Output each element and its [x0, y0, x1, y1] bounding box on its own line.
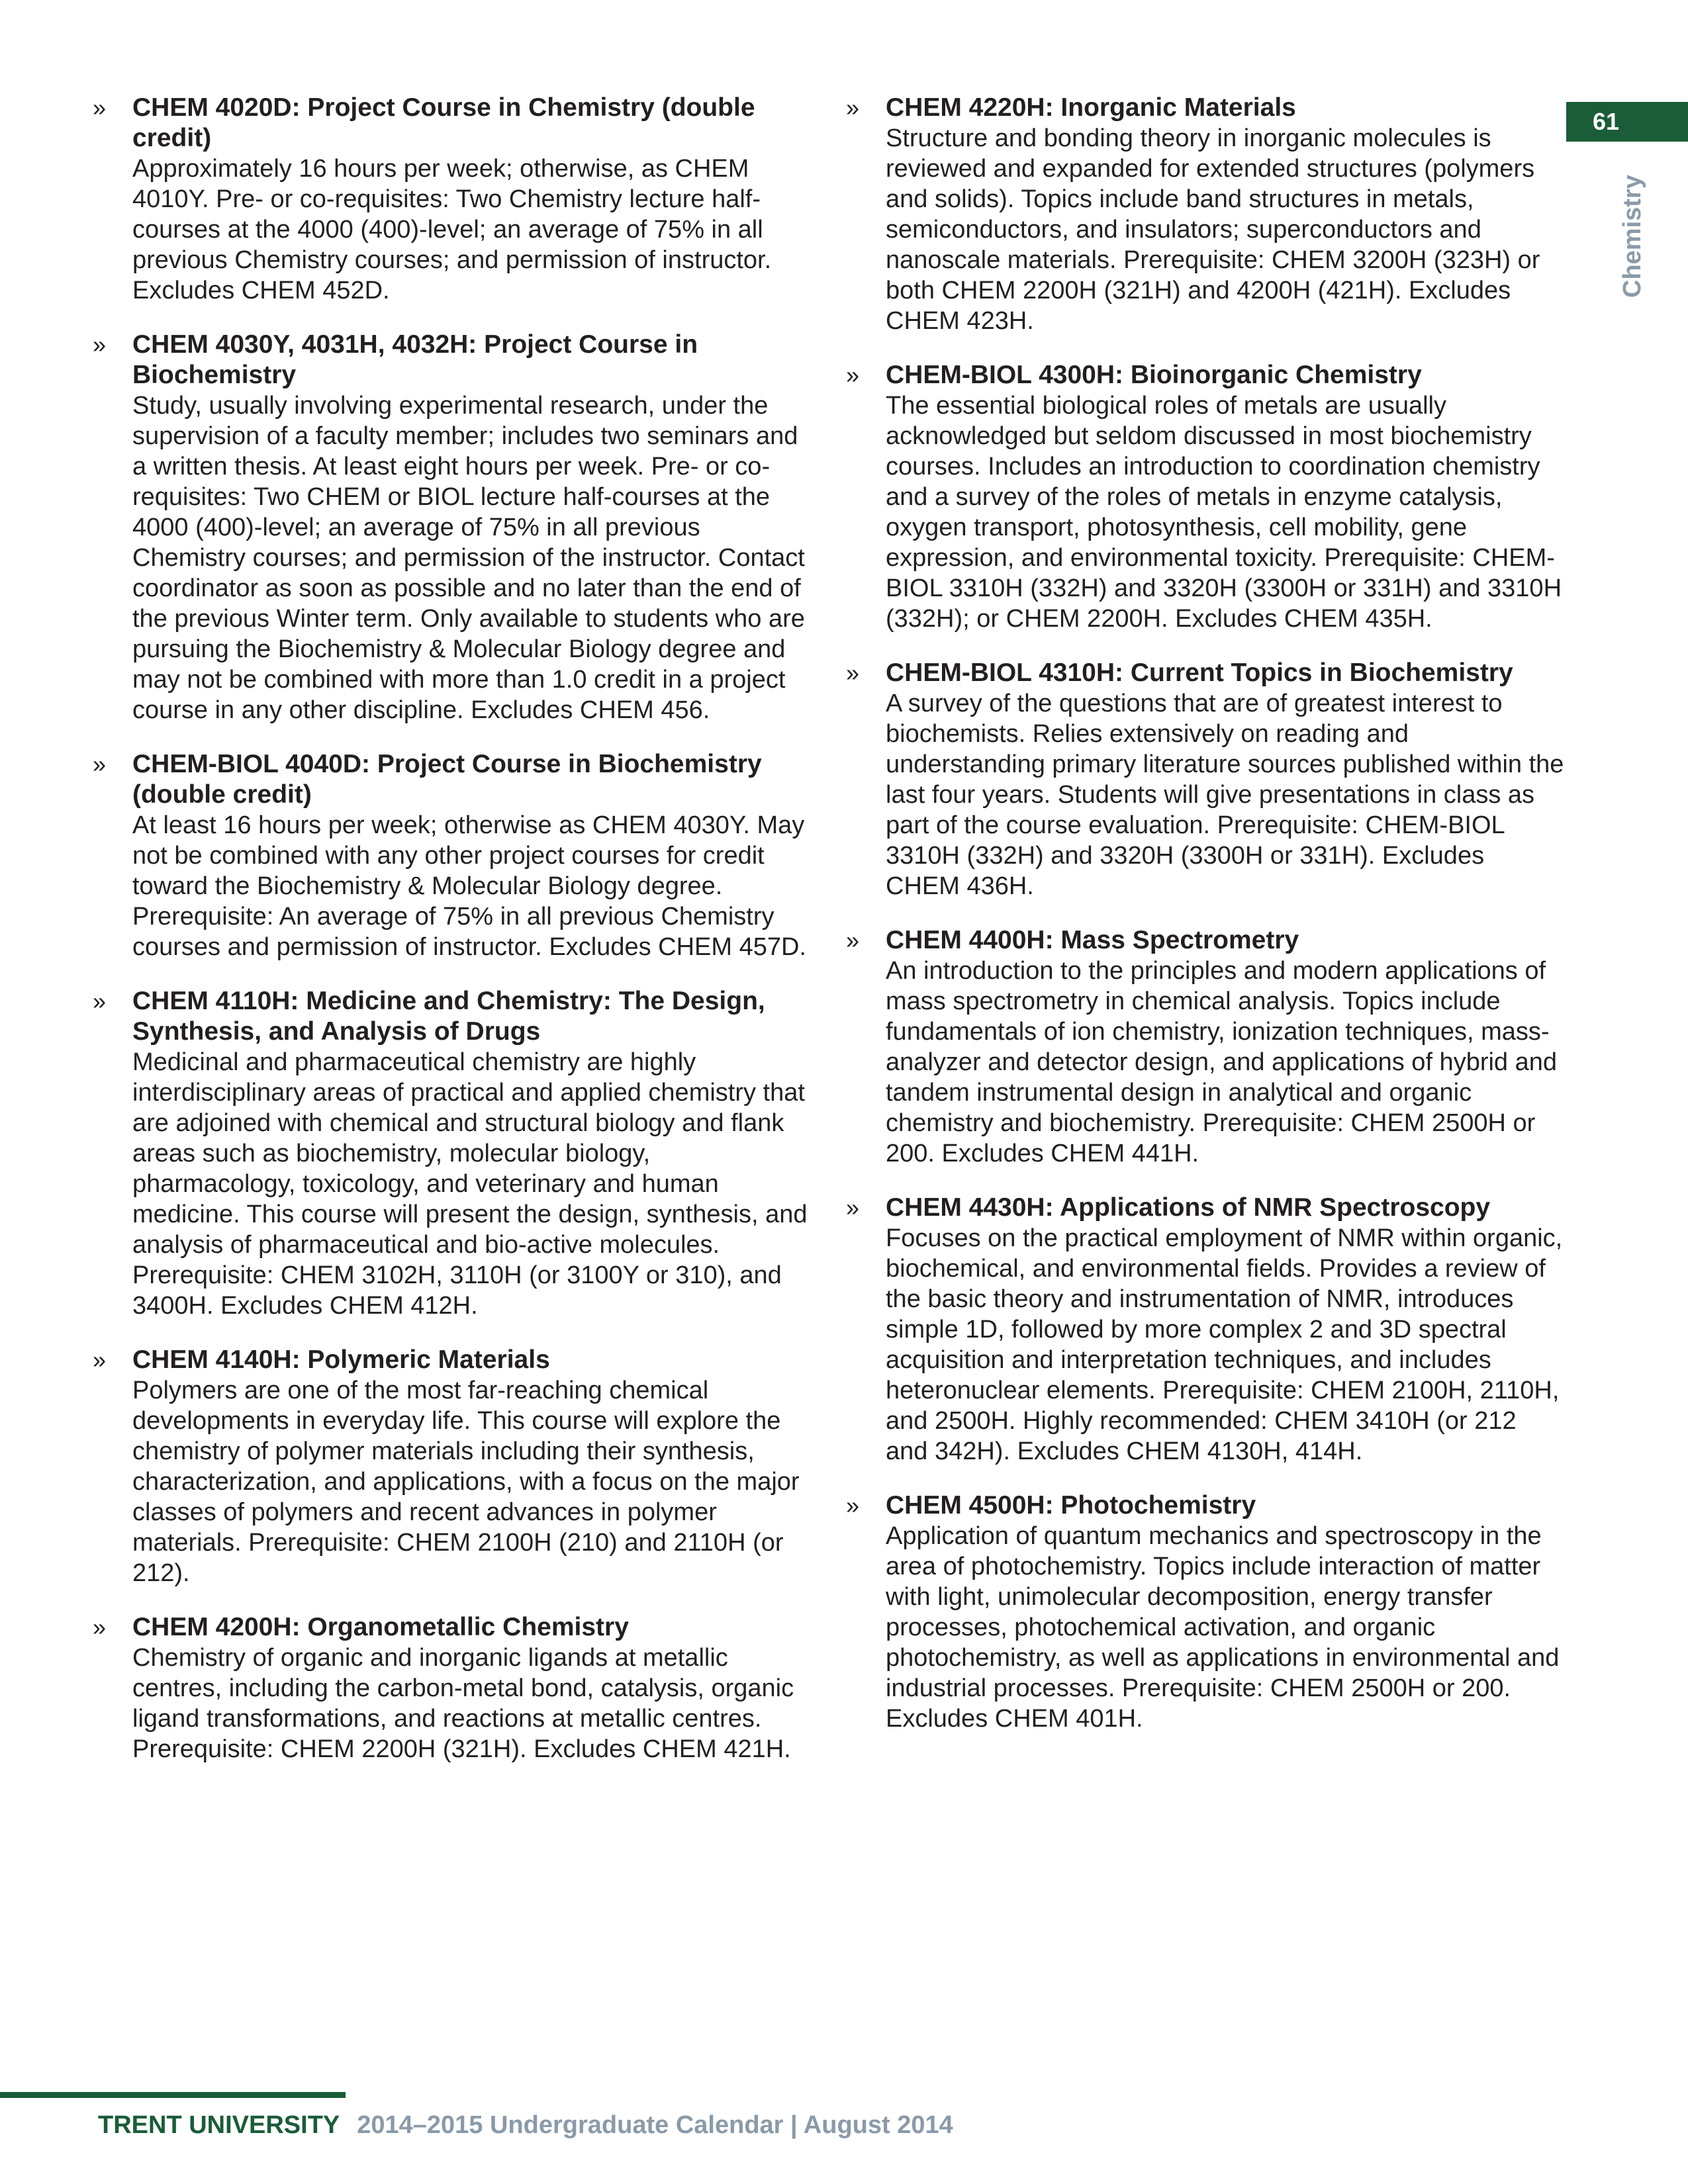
course-entry: [93, 93, 811, 306]
course-title: CHEM 4430H: Applications of NMR Spectroscopy: [886, 1193, 1491, 1222]
footer-calendar: 2014–2015 Undergraduate Calendar | August 2014: [357, 2111, 953, 2139]
footer-rule: [0, 2092, 346, 2098]
course-title: CHEM 4400H: Mass Spectrometry: [886, 926, 1299, 954]
course-description: Medicinal and pharmaceutical chemistry are highly interdisciplinary areas of practical and applied chemistry that are adjoined with chemical and structural biology and flank areas such as biochemistry, molecular biology, pharmacology, toxicology, and veterinary and human medicine. This course will present the design, synthesis, and analysis of pharmaceutical and bio-active molecules. Prerequisite: CHEM 3102H, 3110H (or 3100Y or 310), and 3400H. Excludes CHEM 412H.: [132, 1048, 808, 1320]
course-entry: [93, 330, 811, 725]
bullet-icon: »: [93, 1614, 107, 1641]
bullet-icon: »: [846, 659, 860, 686]
course-title: CHEM-BIOL 4310H: Current Topics in Biochemistry: [886, 659, 1513, 687]
course-description: A survey of the questions that are of greatest interest to biochemists. Relies extensively on reading and understanding primary literature sources published within the last four years. Students will give presentations in class as part of the course evaluation. Prerequisite: CHEM-BIOL 3310H (332H) and 3320H (3300H or 331H). Excludes CHEM 436H.: [886, 690, 1564, 900]
course-entry: [846, 360, 1564, 634]
bullet-icon: »: [93, 331, 107, 358]
course-entry: [846, 658, 1564, 901]
course-entry: [93, 749, 811, 962]
bullet-icon: »: [846, 361, 860, 388]
page-number: 61: [1592, 108, 1620, 135]
course-title: CHEM 4140H: Polymeric Materials: [132, 1345, 550, 1374]
page-number-tab: [1566, 102, 1688, 142]
footer: [98, 2109, 953, 2142]
course-title: CHEM-BIOL 4300H: Bioinorganic Chemistry: [886, 361, 1422, 389]
course-description: Application of quantum mechanics and spectroscopy in the area of photochemistry. Topics include interaction of matter with light, unimolecular decomposition, energy transfer processes, photochemical activation, and organic photochemistry, as well as applications in environmental and industrial processes. Prerequisite: CHEM 2500H or 200. Excludes CHEM 401H.: [886, 1522, 1560, 1733]
course-title: CHEM 4030Y, 4031H, 4032H: Project Course in Biochemistry: [132, 330, 698, 389]
bullet-icon: »: [93, 94, 107, 121]
course-title: CHEM 4020D: Project Course in Chemistry (double credit): [132, 93, 755, 152]
course-entry: [93, 1612, 811, 1764]
course-entry: [846, 93, 1564, 336]
course-description: Approximately 16 hours per week; otherwise, as CHEM 4010Y. Pre- or co-requisites: Two Chemistry lecture half-courses at the 4000 (400)-level; an average of 75% in all previous Chemistry courses; and permission of instructor. Excludes CHEM 452D.: [132, 155, 772, 304]
course-description: Structure and bonding theory in inorganic molecules is reviewed and expanded for extended structures (polymers and solids). Topics include band structures in metals, semiconductors, and insulators; superconductors and nanoscale materials. Prerequisite: CHEM 3200H (323H) or both CHEM 2200H (321H) and 4200H (421H). Excludes CHEM 423H.: [886, 124, 1540, 335]
course-entry: [846, 1490, 1564, 1734]
course-entry: [846, 925, 1564, 1169]
course-description: The essential biological roles of metals are usually acknowledged but seldom discussed in most biochemistry courses. Includes an introduction to coordination chemistry and a survey of the roles of metals in enzyme catalysis, oxygen transport, photosynthesis, cell mobility, gene expression, and environmental toxicity. Prerequisite: CHEM-BIOL 3310H (332H) and 3320H (3300H or 331H) and 3310H (332H); or CHEM 2200H. Excludes CHEM 435H.: [886, 392, 1562, 633]
course-description: Focuses on the practical employment of NMR within organic, biochemical, and environmental fields. Provides a review of the basic theory and instrumentation of NMR, introduces simple 1D, followed by more complex 2 and 3D spectral acquisition and interpretation techniques, and includes heteronuclear elements. Prerequisite: CHEM 2100H, 2110H, and 2500H. Highly recommended: CHEM 3410H (or 212 and 342H). Excludes CHEM 4130H, 414H.: [886, 1224, 1563, 1465]
course-entry: [846, 1193, 1564, 1467]
bullet-icon: »: [846, 1194, 860, 1221]
bullet-icon: »: [93, 1346, 107, 1373]
bullet-icon: »: [846, 1492, 860, 1519]
course-title: CHEM-BIOL 4040D: Project Course in Biochemistry (double credit): [132, 750, 762, 809]
bullet-icon: »: [846, 927, 860, 954]
course-title: CHEM 4220H: Inorganic Materials: [886, 93, 1296, 122]
course-entry: [93, 986, 811, 1321]
bullet-icon: »: [846, 94, 860, 121]
course-title: CHEM 4200H: Organometallic Chemistry: [132, 1613, 629, 1641]
course-description: Chemistry of organic and inorganic ligands at metallic centres, including the carbon-metal bond, catalysis, organic ligand transformations, and reactions at metallic centres. Prerequisite: CHEM 2200H (321H). Excludes CHEM 421H.: [132, 1644, 794, 1763]
bullet-icon: »: [93, 987, 107, 1015]
left-column: [93, 93, 811, 1788]
course-title: CHEM 4110H: Medicine and Chemistry: The Design, Synthesis, and Analysis of Drugs: [132, 987, 765, 1046]
course-description: An introduction to the principles and modern applications of mass spectrometry in chemical analysis. Topics include fundamentals of ion chemistry, ionization techniques, mass-analyzer and detector design, and applications of hybrid and tandem instrumental design in analytical and organic chemistry and biochemistry. Prerequisite: CHEM 2500H or 200. Excludes CHEM 441H.: [886, 957, 1558, 1167]
course-title: CHEM 4500H: Photochemistry: [886, 1491, 1256, 1520]
course-description: At least 16 hours per week; otherwise as CHEM 4030Y. May not be combined with any other project courses for credit toward the Biochemistry & Molecular Biology degree. Prerequisite: An average of 75% in all previous Chemistry courses and permission of instructor. Excludes CHEM 457D.: [132, 811, 806, 961]
section-label: Chemistry: [1618, 175, 1646, 298]
right-column: [846, 93, 1564, 1758]
bullet-icon: »: [93, 751, 107, 778]
footer-university: TRENT UNIVERSITY: [98, 2111, 340, 2139]
course-entry: [93, 1345, 811, 1588]
course-description: Study, usually involving experimental research, under the supervision of a faculty member; includes two seminars and a written thesis. At least eight hours per week. Pre- or co-requisites: Two CHEM or BIOL lecture half-courses at the 4000 (400)-level; an average of 75% in all previous Chemistry courses; and permission of the instructor. Contact coordinator as soon as possible and no later than the end of the previous Winter term. Only available to students who are pursuing the Biochemistry & Molecular Biology degree and may not be combined with more than 1.0 credit in a project course in any other discipline. Excludes CHEM 456.: [132, 392, 805, 724]
course-description: Polymers are one of the most far-reaching chemical developments in everyday life. This course will explore the chemistry of polymer materials including their synthesis, characterization, and applications, with a focus on the major classes of polymers and recent advances in polymer materials. Prerequisite: CHEM 2100H (210) and 2110H (or 212).: [132, 1377, 800, 1587]
